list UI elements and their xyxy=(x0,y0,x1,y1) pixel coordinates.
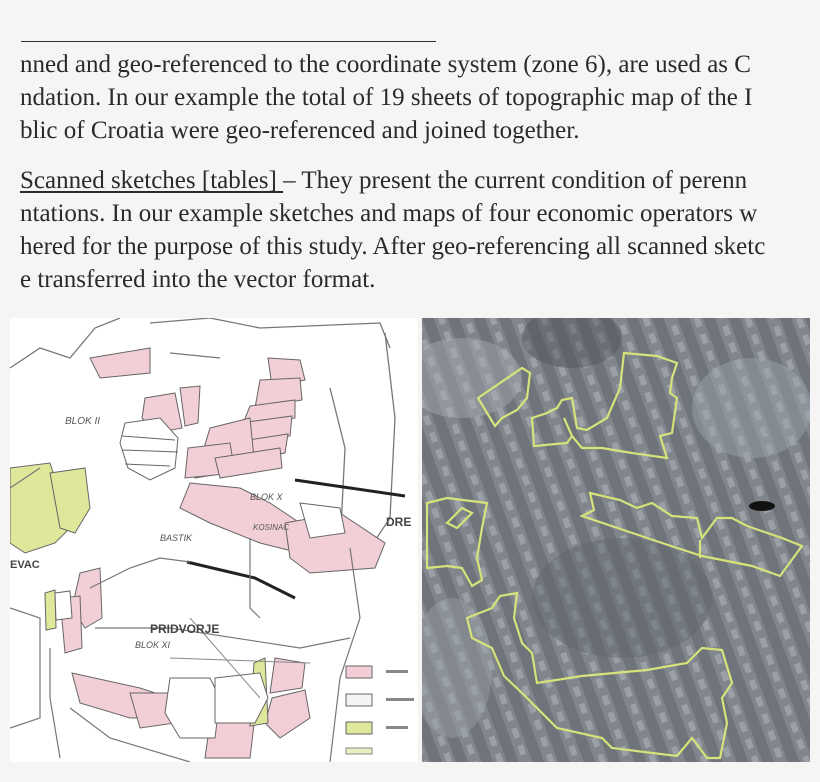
heading-continuation: – They present the current condition of perenn xyxy=(283,167,748,194)
label-blok-x: BLOK X xyxy=(250,492,283,502)
text-line: ntations. In our example sketches and maps of four economic operators w xyxy=(20,200,758,227)
label-blok-xi: BLOK XI xyxy=(135,640,171,650)
text-line: blic of Croatia were geo-referenced and joined together. xyxy=(20,117,580,144)
dark-pond xyxy=(749,501,775,511)
paragraph-scanned-sketches xyxy=(20,164,765,296)
paragraph-topographic-maps xyxy=(20,48,752,147)
clipped-text-line xyxy=(21,41,436,42)
label-bastik: BASTIK xyxy=(160,533,193,543)
text-line: ndation. In our example the total of 19 sheets of topographic map of the I xyxy=(20,84,753,111)
text-line xyxy=(20,164,765,197)
text-line: e transferred into the vector format. xyxy=(20,266,376,293)
label-blok-ii: BLOK II xyxy=(65,416,101,427)
paragraph-heading: Scanned sketches [tables] xyxy=(20,167,284,194)
sketch-map-graphic xyxy=(10,318,418,762)
text-line: nned and geo-referenced to the coordinate system (zone 6), are used as C xyxy=(20,51,751,78)
map-legend xyxy=(346,666,414,754)
aerial-photo-figure xyxy=(422,318,810,762)
label-kosinac: KOSINAC xyxy=(253,523,290,532)
scanned-sketch-figure xyxy=(10,318,418,762)
text-line: hered for the purpose of this study. After geo-referencing all scanned sketc xyxy=(20,233,766,260)
aerial-image-graphic xyxy=(422,318,810,762)
label-pridvorje: PRIDVORJE xyxy=(150,622,220,636)
label-evac: EVAC xyxy=(10,559,40,571)
label-dre: DRE xyxy=(386,515,412,529)
